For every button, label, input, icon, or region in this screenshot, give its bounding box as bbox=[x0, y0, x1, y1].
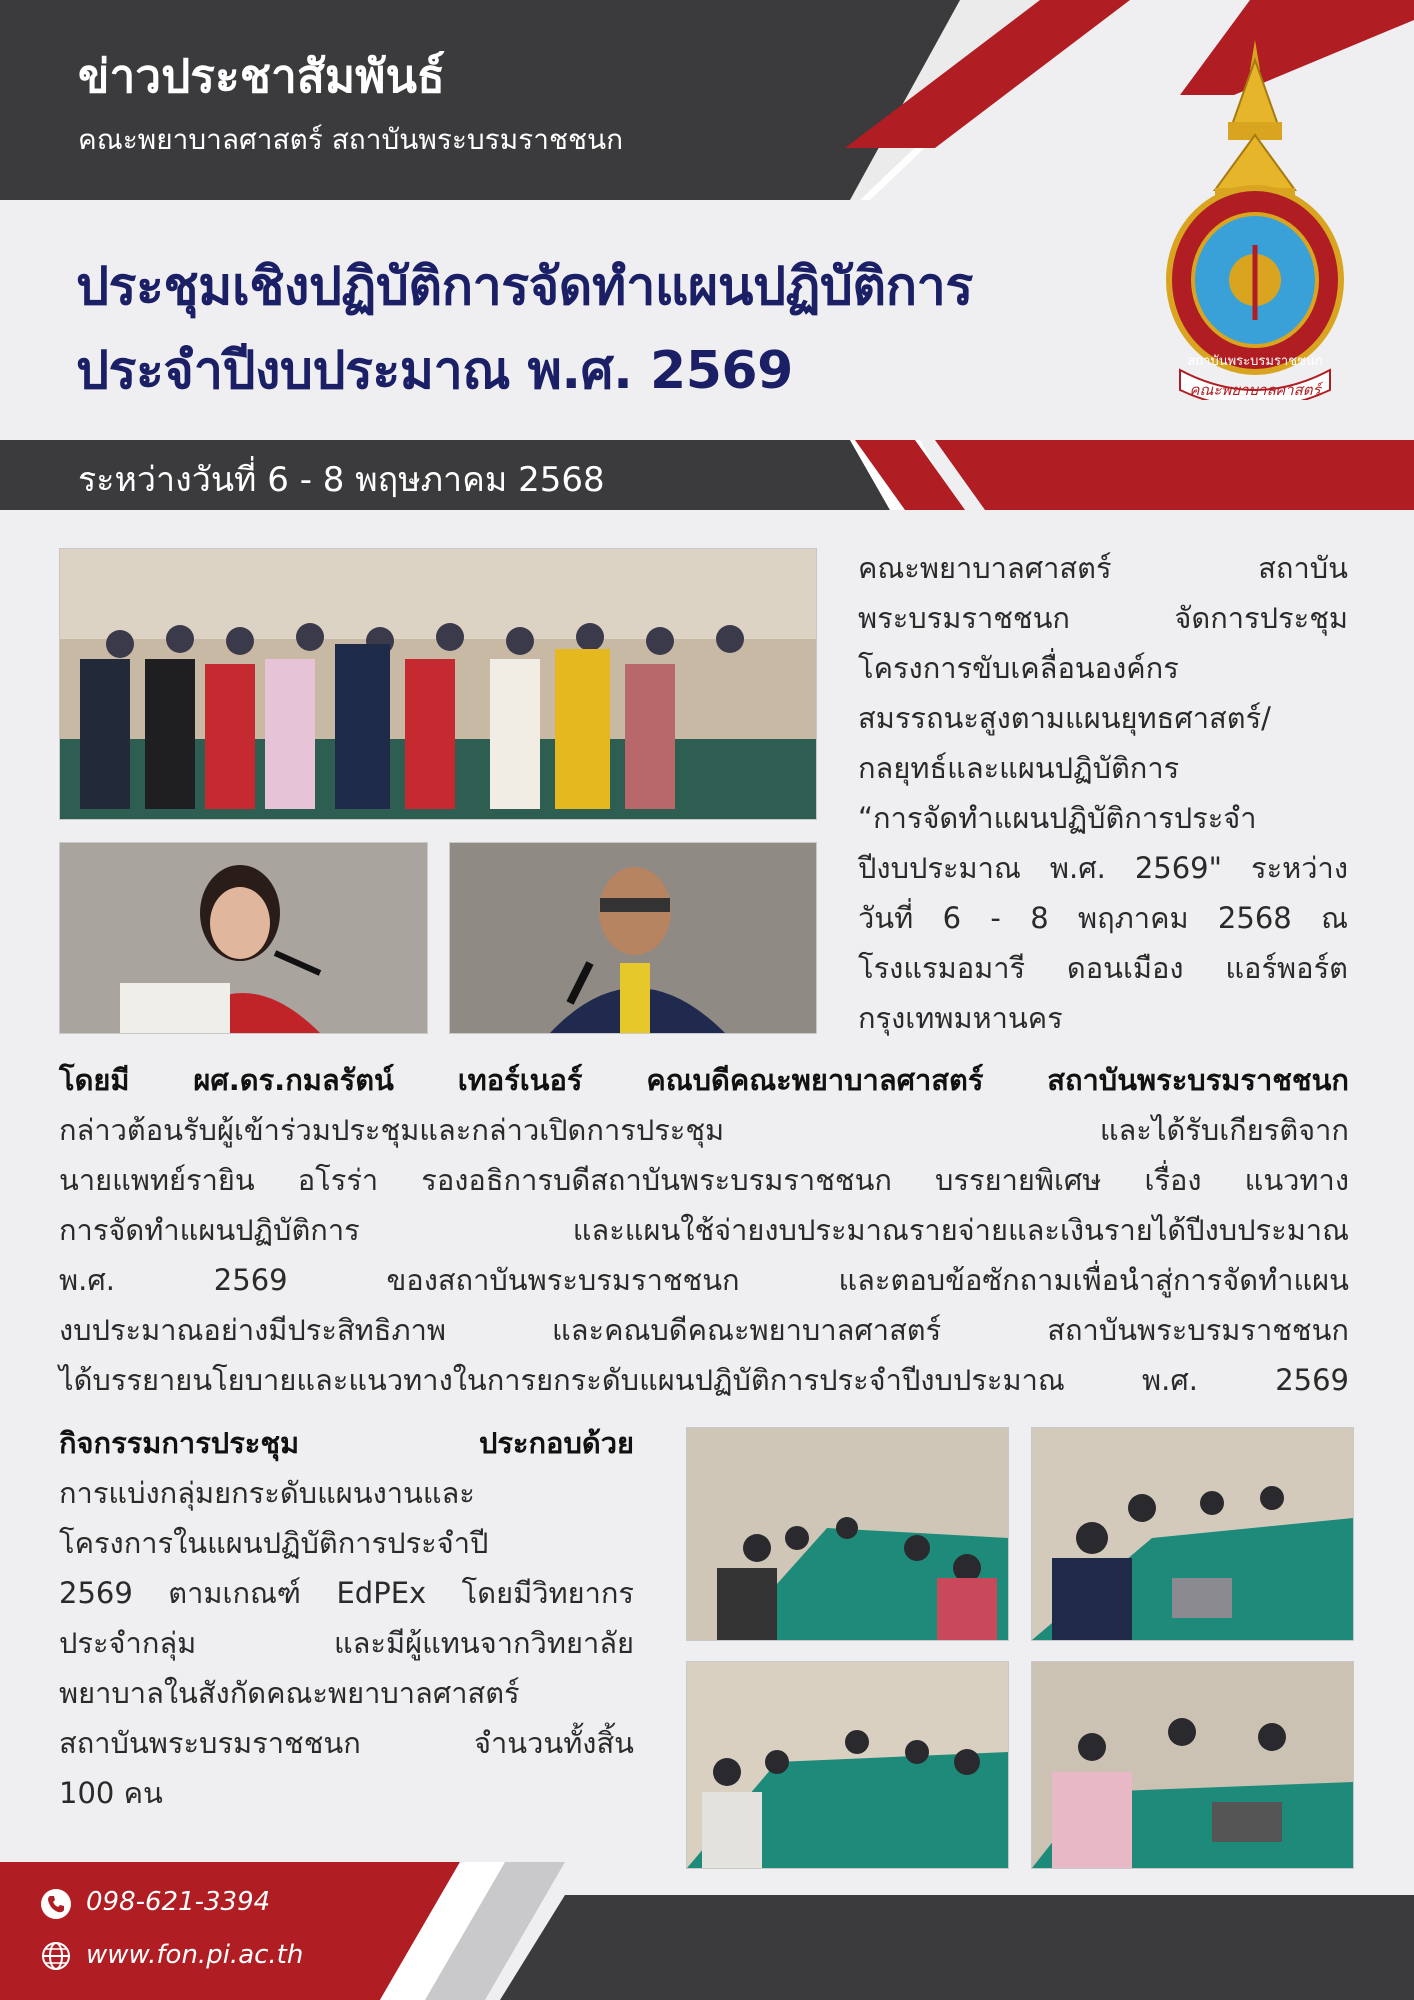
logo-seal-text: สถาบันพระบรมราชชนก bbox=[1187, 354, 1323, 369]
speaker-photo-2 bbox=[449, 842, 817, 1034]
intro-line: โครงการขับเคลื่อนองค์กร bbox=[858, 651, 1179, 685]
intro-line: วันที่ 6 - 8 พฤภาคม 2568 ณ bbox=[858, 901, 1348, 935]
intro-line: พระบรมราชชนก จัดการประชุม bbox=[858, 601, 1348, 635]
activity-paragraph bbox=[59, 1418, 634, 1818]
header-subtitle: คณะพยาบาลศาสตร์ สถาบันพระบรมราชชนก bbox=[78, 123, 624, 156]
globe-icon bbox=[40, 1940, 72, 1972]
activity-line: ประจำกลุ่ม และมีผู้แทนจากวิทยาลัย bbox=[59, 1626, 634, 1660]
intro-line: กลยุทธ์และแผนปฏิบัติการ bbox=[858, 751, 1180, 785]
activity-line: สถาบันพระบรมราชชนก จำนวนทั้งสิ้น bbox=[59, 1726, 634, 1760]
body-line: นายแพทย์รายิน อโรร่า รองอธิการบดีสถาบันพระบรมราชชนก บรรยายพิเศษ เรื่อง แนวทาง bbox=[59, 1163, 1349, 1197]
body-line: กล่าวต้อนรับผู้เข้าร่วมประชุมและกล่าวเปิดการประชุม และได้รับเกียรติจาก bbox=[59, 1113, 1349, 1147]
activity-line: 100 คน bbox=[59, 1776, 163, 1810]
activity-line: โครงการในแผนปฏิบัติการประจำปี bbox=[59, 1526, 489, 1560]
activity-line: พยาบาลในสังกัดคณะพยาบาลศาสตร์ bbox=[59, 1676, 520, 1710]
body-line: โดยมี ผศ.ดร.กมลรัตน์ เทอร์เนอร์ คณบดีคณะพยาบาลศาสตร์ สถาบันพระบรมราชชนก bbox=[59, 1063, 1349, 1097]
intro-line: คณะพยาบาลศาสตร์ สถาบัน bbox=[858, 551, 1348, 585]
logo-ribbon-text: คณะพยาบาลศาสตร์ bbox=[1189, 381, 1321, 399]
group-photo bbox=[59, 548, 817, 820]
headline-line1: ประชุมเชิงปฏิบัติการจัดทำแผนปฏิบัติการ bbox=[76, 257, 973, 317]
intro-line: โรงแรมอมารี ดอนเมือง แอร์พอร์ต bbox=[858, 951, 1348, 985]
speaker-photo-1 bbox=[59, 842, 428, 1034]
header-title: ข่าวประชาสัมพันธ์ bbox=[78, 49, 446, 103]
phone-number[interactable]: 098-621-3394 bbox=[86, 1887, 271, 1917]
body-paragraph bbox=[59, 1055, 1349, 1405]
group-work-photo-3 bbox=[686, 1661, 1009, 1869]
body-line: การจัดทำแผนปฏิบัติการ และแผนใช้จ่ายงบประมาณรายจ่ายและเงินรายได้ปีงบประมาณ bbox=[59, 1213, 1349, 1247]
intro-line: “การจัดทำแผนปฏิบัติการประจำ bbox=[858, 801, 1257, 835]
activity-line: กิจกรรมการประชุม ประกอบด้วย bbox=[59, 1426, 634, 1460]
faculty-logo bbox=[1160, 40, 1350, 400]
intro-line: ปีงบประมาณ พ.ศ. 2569" ระหว่าง bbox=[858, 851, 1348, 885]
phone-icon bbox=[40, 1888, 72, 1920]
body-line: ได้บรรยายนโยบายและแนวทางในการยกระดับแผนปฏิบัติการประจำปีงบประมาณ พ.ศ. 2569 bbox=[59, 1363, 1349, 1397]
date-range: ระหว่างวันที่ 6 - 8 พฤษภาคม 2568 bbox=[78, 460, 605, 500]
group-work-photo-2 bbox=[1031, 1427, 1354, 1641]
intro-line: กรุงเทพมหานคร bbox=[858, 1001, 1063, 1035]
website-link[interactable]: www.fon.pi.ac.th bbox=[86, 1940, 304, 1970]
activity-line: 2569 ตามเกณฑ์ EdPEx โดยมีวิทยากร bbox=[59, 1576, 634, 1610]
group-work-photo-1 bbox=[686, 1427, 1009, 1641]
group-work-photo-4 bbox=[1031, 1661, 1354, 1869]
activity-line: การแบ่งกลุ่มยกระดับแผนงานและ bbox=[59, 1476, 475, 1510]
headline-line2: ประจำปีงบประมาณ พ.ศ. 2569 bbox=[76, 341, 793, 401]
intro-line: สมรรถนะสูงตามแผนยุทธศาสตร์/ bbox=[858, 701, 1271, 735]
intro-paragraph bbox=[858, 543, 1348, 1043]
body-line: พ.ศ. 2569 ของสถาบันพระบรมราชชนก และตอบข้อซักถามเพื่อนำสู่การจัดทำแผน bbox=[59, 1263, 1349, 1297]
body-line: งบประมาณอย่างมีประสิทธิภาพ และคณบดีคณะพยาบาลศาสตร์ สถาบันพระบรมราชชนก bbox=[59, 1313, 1349, 1347]
